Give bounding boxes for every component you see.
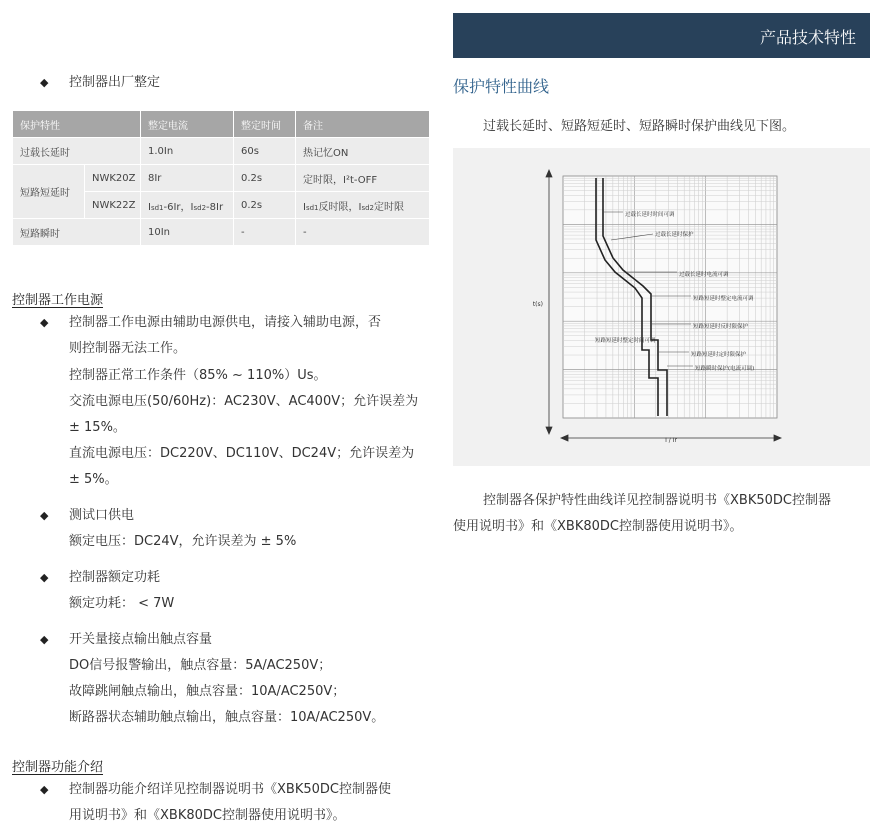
table-cell: 短路短延时 xyxy=(13,165,85,219)
power-consumption-title: 控制器额定功耗 xyxy=(69,570,161,585)
table-cell xyxy=(141,192,234,219)
cell-text: -8Ir xyxy=(206,201,224,213)
table-cell: 0.2s xyxy=(234,165,296,192)
y-axis-arrowhead-bottom xyxy=(546,427,552,434)
detail-line: 控制器各保护特性曲线详见控制器说明书《XBK50DC控制器 xyxy=(483,493,831,508)
power-section-title: 控制器工作电源 xyxy=(12,293,104,308)
table-cell: 定时限，I²t-OFF xyxy=(296,165,430,192)
cell-text: I xyxy=(148,201,151,213)
table-cell: 热记忆ON xyxy=(296,138,430,165)
power-line: 交流电源电压(50/60Hz)：AC230V、AC400V；允许误差为 xyxy=(69,394,419,409)
power-line: 控制器正常工作条件（85% ~ 110%）Us。 xyxy=(69,368,327,383)
curve-svg xyxy=(453,148,870,466)
table-cell: 0.2s xyxy=(234,192,296,219)
contacts-line: DO信号报警输出，触点容量：5A/AC250V； xyxy=(69,658,332,673)
table-cell xyxy=(296,192,430,219)
table-row xyxy=(13,138,430,165)
cell-subscript: sd2 xyxy=(361,203,374,212)
power-line: ± 15%。 xyxy=(69,420,126,435)
table-cell: 过载长延时 xyxy=(13,138,141,165)
annotation-label: 短路短延时反时限保护 xyxy=(693,324,749,330)
bullet-icon: ◆ xyxy=(40,509,49,522)
contacts-line: 故障跳闸触点输出，触点容量：10A/AC250V； xyxy=(69,684,346,699)
contacts-title: 开关量接点输出触点容量 xyxy=(69,632,213,647)
cell-text: I xyxy=(303,201,306,213)
contacts-line: 断路器状态辅助触点输出，触点容量：10A/AC250V。 xyxy=(69,710,385,725)
cell-text: 反时限，I xyxy=(318,201,362,213)
table-cell: 1.0In xyxy=(141,138,234,165)
test-port-line: 额定电压：DC24V，允许误差为 ± 5% xyxy=(69,534,297,549)
cell-subscript: sd2 xyxy=(193,203,207,212)
table-row xyxy=(13,219,430,246)
x-axis-arrowhead-left xyxy=(561,435,568,441)
table-cell: 60s xyxy=(234,138,296,165)
cell-subscript: sd1 xyxy=(150,203,164,212)
factory-setting-table xyxy=(12,110,430,246)
bullet-icon: ◆ xyxy=(40,76,49,89)
power-consumption-line: 额定功耗： < 7W xyxy=(69,596,175,611)
table-cell: - xyxy=(296,219,430,246)
power-line: 直流电源电压：DC220V、DC110V、DC24V；允许误差为 xyxy=(69,446,415,461)
bullet-icon: ◆ xyxy=(40,633,49,646)
table-cell: 8Ir xyxy=(141,165,234,192)
curve-title: 保护特性曲线 xyxy=(453,77,550,96)
annotation-label: 过载长延时保护 xyxy=(655,232,694,238)
table-cell: 短路瞬时 xyxy=(13,219,141,246)
header-title: 产品技术特性 xyxy=(759,28,856,47)
table-cell: 10In xyxy=(141,219,234,246)
annotation-label: 短路短延时定时限保护 xyxy=(691,352,747,358)
cell-text: 定时限 xyxy=(374,201,404,213)
table-cell: - xyxy=(234,219,296,246)
cell-subscript: sd1 xyxy=(305,203,319,212)
bullet-icon: ◆ xyxy=(40,571,49,584)
table-header-cell: 备注 xyxy=(296,111,430,138)
annotation-label: 过载长延时时间可调 xyxy=(625,212,675,218)
table-cell: NWK20Z xyxy=(85,165,141,192)
curve-description: 过载长延时、短路短延时、短路瞬时保护曲线见下图。 xyxy=(483,119,796,134)
power-line: ± 5%。 xyxy=(69,472,118,487)
test-port-title: 测试口供电 xyxy=(69,508,135,523)
function-section-title: 控制器功能介绍 xyxy=(12,760,104,775)
power-line: 则控制器无法工作。 xyxy=(69,341,187,356)
detail-line: 使用说明书》和《XBK80DC控制器使用说明书》。 xyxy=(453,519,743,534)
protection-curve-chart xyxy=(453,148,870,466)
x-axis-label: I / Ir xyxy=(665,437,677,444)
function-line: 控制器功能介绍详见控制器说明书《XBK50DC控制器使 xyxy=(69,782,391,797)
table-header-cell: 整定时间 xyxy=(234,111,296,138)
power-line: 控制器工作电源由辅助电源供电，请接入辅助电源，否 xyxy=(69,315,382,330)
y-axis-label: t(s) xyxy=(532,301,543,308)
bullet-icon: ◆ xyxy=(40,783,49,796)
function-line: 用说明书》和《XBK80DC控制器使用说明书》。 xyxy=(69,808,346,823)
annotation-label: 短路短延时整定时间可调 xyxy=(595,338,656,344)
annotation-label: 过载长延时电流可调 xyxy=(679,272,729,278)
table-header-cell: 保护特性 xyxy=(13,111,141,138)
table-header-cell: 整定电流 xyxy=(141,111,234,138)
table-header-row xyxy=(13,111,430,138)
bullet-icon: ◆ xyxy=(40,316,49,329)
y-axis-arrowhead-top xyxy=(546,170,552,177)
x-axis-arrowhead-right xyxy=(774,435,781,441)
cell-text: -6Ir，I xyxy=(163,201,194,213)
annotation-label: 短路瞬时保护(电流可调) xyxy=(695,366,755,372)
factory-setting-title: 控制器出厂整定 xyxy=(69,75,161,90)
header-bar xyxy=(453,13,870,58)
table-cell: NWK22Z xyxy=(85,192,141,219)
annotation-label: 短路短延时整定电流可调 xyxy=(693,296,754,302)
table-row xyxy=(13,165,430,192)
